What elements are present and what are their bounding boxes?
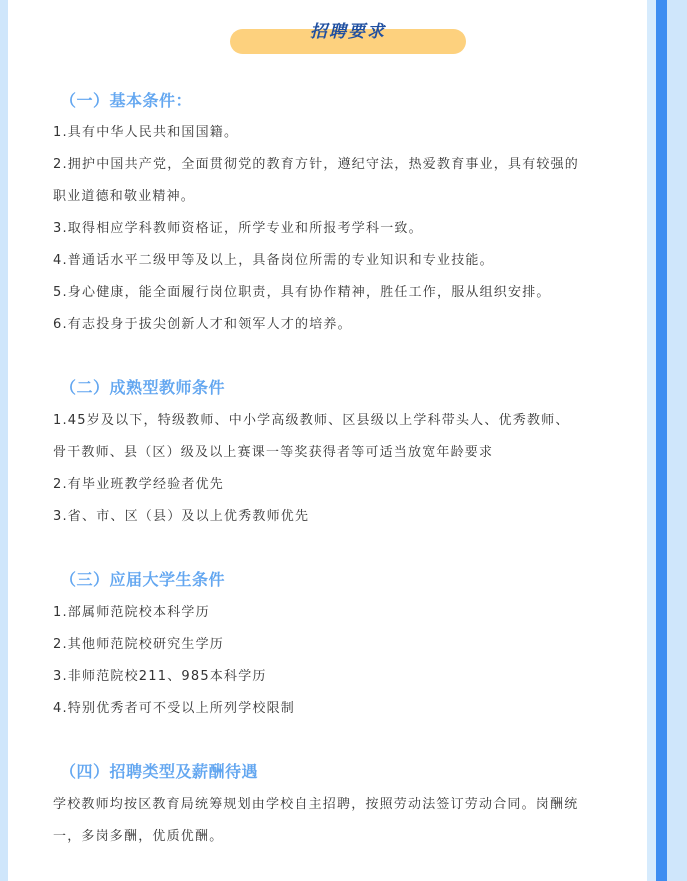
section-heading-graduates: （三）应届大学生条件 [60,570,226,589]
right-border-inner [647,0,656,881]
section-heading-compensation: （四）招聘类型及薪酬待遇 [60,762,259,781]
title-pill [230,22,466,54]
requirement-line: 4.特别优秀者可不受以上所列学校限制 [53,701,296,716]
requirement-line: 骨干教师、县（区）级及以上赛课一等奖获得者等可适当放宽年龄要求 [53,445,494,460]
requirement-line: 6.有志投身于拔尖创新人才和领军人才的培养。 [53,317,352,332]
requirement-line: 职业道德和敬业精神。 [53,189,196,204]
requirement-line: 3.取得相应学科教师资格证，所学专业和所报考学科一致。 [53,221,423,236]
section-heading-experienced: （二）成熟型教师条件 [60,378,226,397]
requirement-line: 3.非师范院校211、985本科学历 [53,669,267,684]
requirement-line: 4.普通话水平二级甲等及以上，具备岗位所需的专业知识和专业技能。 [53,253,494,268]
requirement-line: 1.具有中华人民共和国国籍。 [53,125,239,140]
requirement-line: 2.拥护中国共产党，全面贯彻党的教育方针，遵纪守法，热爱教育事业，具有较强的 [53,157,580,172]
requirement-line: 一，多岗多酬，优质优酬。 [53,829,224,844]
requirement-line: 学校教师均按区教育局统筹规划由学校自主招聘，按照劳动法签订劳动合同。岗酬统 [53,797,579,812]
requirement-line: 5.身心健康，能全面履行岗位职责，具有协作精神，胜任工作，服从组织安排。 [53,285,551,300]
section-heading-basic: （一）基本条件： [60,91,193,110]
article-body [8,0,647,881]
requirement-line: 1.部属师范院校本科学历 [53,605,210,620]
right-border-accent [656,0,667,881]
page-title: 招聘要求 [310,22,386,42]
requirement-line: 2.有毕业班教学经验者优先 [53,477,225,492]
right-border-outer [667,0,687,881]
left-border [0,0,8,881]
requirement-line: 3.省、市、区（县）及以上优秀教师优先 [53,509,310,524]
requirement-line: 1.45岁及以下，特级教师、中小学高级教师、区县级以上学科带头人、优秀教师、 [53,413,570,428]
requirement-line: 2.其他师范院校研究生学历 [53,637,225,652]
